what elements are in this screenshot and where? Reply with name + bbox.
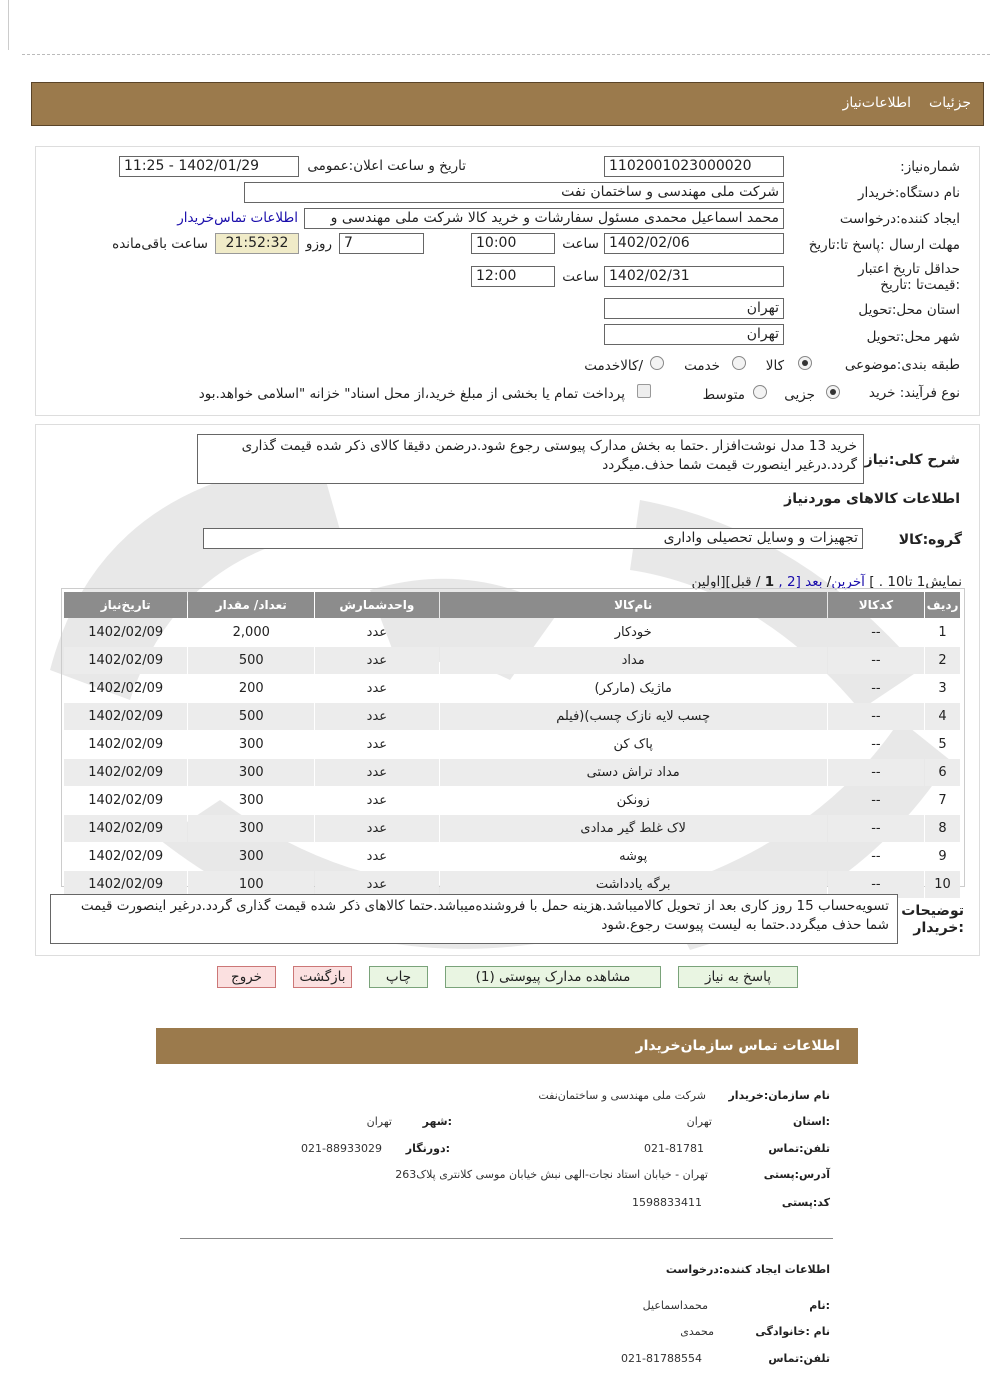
- validity-time-field: 12:00: [471, 266, 555, 287]
- item-qty: 200: [238, 681, 264, 696]
- deadline-time-field: 10:00: [471, 233, 555, 254]
- reply-button[interactable]: پاسخ به نیاز: [678, 966, 798, 988]
- item-date: 1402/02/09: [88, 625, 164, 640]
- back-button[interactable]: بازگشت: [293, 966, 352, 988]
- col-unit: واحدشمارش: [315, 592, 438, 618]
- need-number-field: 1102001023000020: [604, 156, 784, 177]
- contact-fax-value: 021-88933029: [301, 1142, 382, 1155]
- pager-next-link[interactable]: بعد: [805, 574, 823, 590]
- top-divider: [22, 54, 990, 55]
- item-code: --: [828, 871, 924, 898]
- item-date: 1402/02/09: [64, 871, 187, 898]
- item-unit: عدد: [366, 681, 388, 696]
- province-field: تهران: [604, 298, 784, 319]
- row-number: 9: [938, 849, 947, 864]
- category-label: طبقه بندی:موضوعی: [844, 357, 960, 373]
- table-row: [64, 759, 960, 786]
- item-date: 1402/02/09: [64, 647, 187, 674]
- table-row: [64, 787, 960, 814]
- item-name: لاک غلط گیر مدادی: [440, 815, 827, 842]
- item-unit: عدد: [366, 793, 388, 808]
- item-date: 1402/02/09: [88, 849, 164, 864]
- creator-name-label: :نام: [809, 1299, 830, 1312]
- item-unit: عدد: [315, 759, 438, 786]
- item-date: 1402/02/09: [88, 737, 164, 752]
- item-qty: 2,000: [232, 625, 270, 640]
- view-attachments-button[interactable]: مشاهده مدارک پیوستی (1): [445, 966, 661, 988]
- item-code: --: [871, 849, 881, 864]
- remaining-label: ساعت باقی‌مانده: [112, 236, 208, 252]
- row-number: 7: [938, 793, 947, 808]
- creator-name-value: محمداسماعیل: [642, 1299, 708, 1312]
- announce-field: 1402/01/29 - 11:25: [119, 156, 299, 177]
- table-row: [64, 843, 960, 870]
- item-date: 1402/02/09: [64, 815, 187, 842]
- row-number: 6: [925, 759, 960, 786]
- item-unit: عدد: [366, 849, 388, 864]
- items-table: [63, 591, 961, 899]
- table-row: [64, 703, 960, 730]
- buyer-notes-text: تسویه‌حساب 15 روز کاری بعد از تحویل کالامیباشد.هزینه حمل با فروشنده‌میباشد.حتما کالاهای ذکر شده قیمت گذاری گردد.درغیر اینصورت قیمت شما حذف میگردد.حتما به لیست پیوست رجوع.شود: [50, 894, 898, 944]
- summary-label: شرح کلی:نیاز: [864, 452, 960, 468]
- buyer-contact-header: [156, 1028, 858, 1064]
- category-goods-service-text: /کالاخدمت: [584, 358, 643, 374]
- city-label: شهر محل:تحویل: [866, 329, 960, 345]
- pager-page-2-link[interactable]: [2 ,: [778, 574, 801, 590]
- item-date: 1402/02/09: [88, 793, 164, 808]
- tab-need-info[interactable]: اطلاعات‌نیاز: [842, 95, 911, 111]
- table-row: [64, 647, 960, 674]
- row-number: 3: [938, 681, 947, 696]
- pager-rest: / قبل][اولین: [691, 574, 761, 590]
- days-label: روزو: [305, 236, 332, 252]
- buyer-org-field: شرکت ملی مهندسی و ساختمان نفت: [244, 182, 784, 203]
- row-number: 5: [938, 737, 947, 752]
- creator-family-value: محمدی: [680, 1325, 714, 1338]
- contact-phone-label: تلفن:تماس: [768, 1142, 830, 1155]
- item-code: --: [871, 625, 881, 640]
- city-field: تهران: [604, 324, 784, 345]
- item-code: --: [828, 815, 924, 842]
- pager-last-link[interactable]: آخرین: [831, 574, 865, 590]
- goods-info-title: اطلاعات کالاهای موردنیاز: [784, 491, 960, 507]
- process-partial-text: جزیی: [784, 387, 815, 403]
- col-code: کدکالا: [828, 592, 924, 618]
- pager-range: نمایش1 تا10 . ]: [869, 574, 962, 590]
- contact-divider: [180, 1238, 833, 1239]
- col-date: تاریخ‌نیاز: [64, 592, 187, 618]
- creator-info-title: اطلاعات ایجاد کننده:درخواست: [665, 1263, 830, 1276]
- announce-label: تاریخ و ساعت اعلان:عمومی: [307, 158, 466, 174]
- item-code: --: [871, 681, 881, 696]
- validity-label: حداقل تاریخ اعتبار :قیمت‌تا :تاریخ: [858, 261, 960, 293]
- item-name: خودکار: [614, 625, 652, 640]
- page-edge-line: [8, 0, 9, 50]
- creator-phone-value: 021-81788554: [621, 1352, 702, 1365]
- item-name: ماژیک (مارکر): [594, 681, 672, 696]
- row-number: 8: [925, 815, 960, 842]
- item-code: --: [828, 759, 924, 786]
- item-code: --: [871, 737, 881, 752]
- col-row: ردیف: [925, 592, 960, 618]
- item-unit: عدد: [315, 815, 438, 842]
- items-table-header: [64, 592, 960, 618]
- item-unit: عدد: [366, 625, 388, 640]
- item-name: برگه یادداشت: [440, 871, 827, 898]
- pagination: نمایش1 تا10 . ] آخرین/ بعد [2 , 1 / قبل][اولین: [691, 574, 962, 590]
- validity-hour-label: ساعت: [562, 269, 599, 285]
- details-header-bar: [31, 82, 984, 126]
- province-label: استان محل:تحویل: [858, 302, 960, 318]
- exit-button[interactable]: خروج: [217, 966, 276, 988]
- item-unit: عدد: [315, 647, 438, 674]
- item-unit: عدد: [315, 703, 438, 730]
- buyer-contact-title: اطلاعات تماس سازمان‌خریدار: [635, 1038, 840, 1054]
- item-name: پوشه: [619, 849, 648, 864]
- deadline-date-field: 1402/02/06: [604, 233, 784, 254]
- item-date: 1402/02/09: [64, 703, 187, 730]
- creator-label: ایجاد کننده:درخواست: [839, 211, 960, 227]
- validity-date-field: 1402/02/31: [604, 266, 784, 287]
- treasury-payment-text: پرداخت تمام یا بخشی از مبلغ خرید،از محل اسناد" خزانه "اسلامی خواهد.بود: [198, 386, 625, 402]
- deadline-hour-label: ساعت: [562, 236, 599, 252]
- item-qty: 100: [188, 871, 314, 898]
- item-qty: 300: [188, 759, 314, 786]
- contact-city-value: تهران: [366, 1115, 392, 1128]
- process-medium-text: متوسط: [702, 387, 745, 403]
- col-name: نام‌کالا: [440, 592, 827, 618]
- contact-province-value: تهران: [686, 1115, 712, 1128]
- table-row: [64, 619, 960, 646]
- row-number: 4: [925, 703, 960, 730]
- contact-org-value: شرکت ملی مهندسی و ساختمان‌نفت: [538, 1089, 706, 1102]
- item-qty: 300: [238, 793, 264, 808]
- process-label: نوع فرآیند: خرید: [868, 385, 960, 401]
- row-number: 1: [938, 625, 947, 640]
- category-service-radio[interactable]: [732, 356, 746, 370]
- item-qty: 300: [238, 849, 264, 864]
- item-name: چسب لایه نازک چسب)(فیلم: [440, 703, 827, 730]
- item-name: مداد: [440, 647, 827, 674]
- creator-family-label: نام :خانوادگی: [755, 1325, 830, 1338]
- category-goods-service-radio[interactable]: [650, 356, 664, 370]
- process-medium-radio[interactable]: [753, 385, 767, 399]
- item-qty: 300: [238, 737, 264, 752]
- item-name: مداد تراش دستی: [440, 759, 827, 786]
- table-row: [64, 675, 960, 702]
- item-name: زونکن: [616, 793, 650, 808]
- row-number: 2: [925, 647, 960, 674]
- item-date: 1402/02/09: [64, 759, 187, 786]
- buyer-org-label: نام دستگاه:خریدار: [857, 185, 960, 201]
- buyer-notes-label: توضیحات :خریدار: [901, 903, 964, 936]
- contact-address-value: تهران - خیابان استاد نجات-الهی نبش خیابان موسی کلانتری پلاک263: [395, 1168, 708, 1181]
- process-partial-radio[interactable]: [826, 385, 840, 399]
- item-code: --: [828, 703, 924, 730]
- contact-phone-value: 021-81781: [644, 1142, 704, 1155]
- item-qty: 500: [188, 647, 314, 674]
- contact-city-label: :شهر: [422, 1115, 452, 1128]
- item-unit: عدد: [315, 871, 438, 898]
- contact-org-label: نام سازمان:خریدار: [728, 1089, 830, 1102]
- deadline-label: مهلت ارسال :پاسخ تا:تاریخ: [808, 237, 960, 253]
- summary-text: خرید 13 مدل نوشت‌افزار .حتما به بخش مدارک پیوستی رجوع شود.درضمن دقیقا کالای ذکر شده قیمت گذاری گردد.درغیر اینصورت قیمت شما حذف.میگردد: [197, 434, 864, 484]
- contact-address-label: آدرس:پستی: [763, 1168, 830, 1181]
- col-qty: تعداد/ مقدار: [188, 592, 314, 618]
- category-service-text: خدمت: [684, 358, 720, 374]
- item-unit: عدد: [366, 737, 388, 752]
- tab-details[interactable]: جزئیات: [929, 95, 971, 111]
- item-code: --: [871, 793, 881, 808]
- goods-group-label: گروه:کالا: [898, 532, 962, 548]
- need-number-label: شماره‌نیاز:: [900, 159, 960, 175]
- contact-fax-label: :دورنگار: [405, 1142, 450, 1155]
- item-name: پاک کن: [613, 737, 653, 752]
- pager-current-page: 1: [764, 574, 775, 590]
- contact-postal-label: کد:پستی: [781, 1196, 830, 1209]
- category-goods-radio[interactable]: [798, 356, 812, 370]
- item-date: 1402/02/09: [88, 681, 164, 696]
- item-qty: 500: [188, 703, 314, 730]
- item-qty: 300: [188, 815, 314, 842]
- goods-group-field: تجهیزات و وسایل تحصیلی واداری: [203, 528, 863, 549]
- item-code: --: [828, 647, 924, 674]
- creator-phone-label: تلفن:تماس: [768, 1352, 830, 1365]
- contact-province-label: :استان: [793, 1115, 830, 1128]
- buyer-contact-link[interactable]: اطلاعات تماس‌خریدار: [177, 210, 298, 226]
- days-field: 7: [339, 233, 424, 254]
- contact-postal-value: 1598833411: [632, 1196, 702, 1209]
- table-row: [64, 815, 960, 842]
- category-goods-text: کالا: [765, 358, 784, 374]
- table-row: [64, 731, 960, 758]
- remaining-timer: 21:52:32: [215, 233, 299, 254]
- treasury-payment-checkbox[interactable]: [637, 384, 651, 398]
- row-number: 10: [925, 871, 960, 898]
- creator-field: محمد اسماعیل محمدی مسئول سفارشات و خرید کالا شرکت ملی مهندسی و: [304, 208, 784, 229]
- print-button[interactable]: چاپ: [369, 966, 428, 988]
